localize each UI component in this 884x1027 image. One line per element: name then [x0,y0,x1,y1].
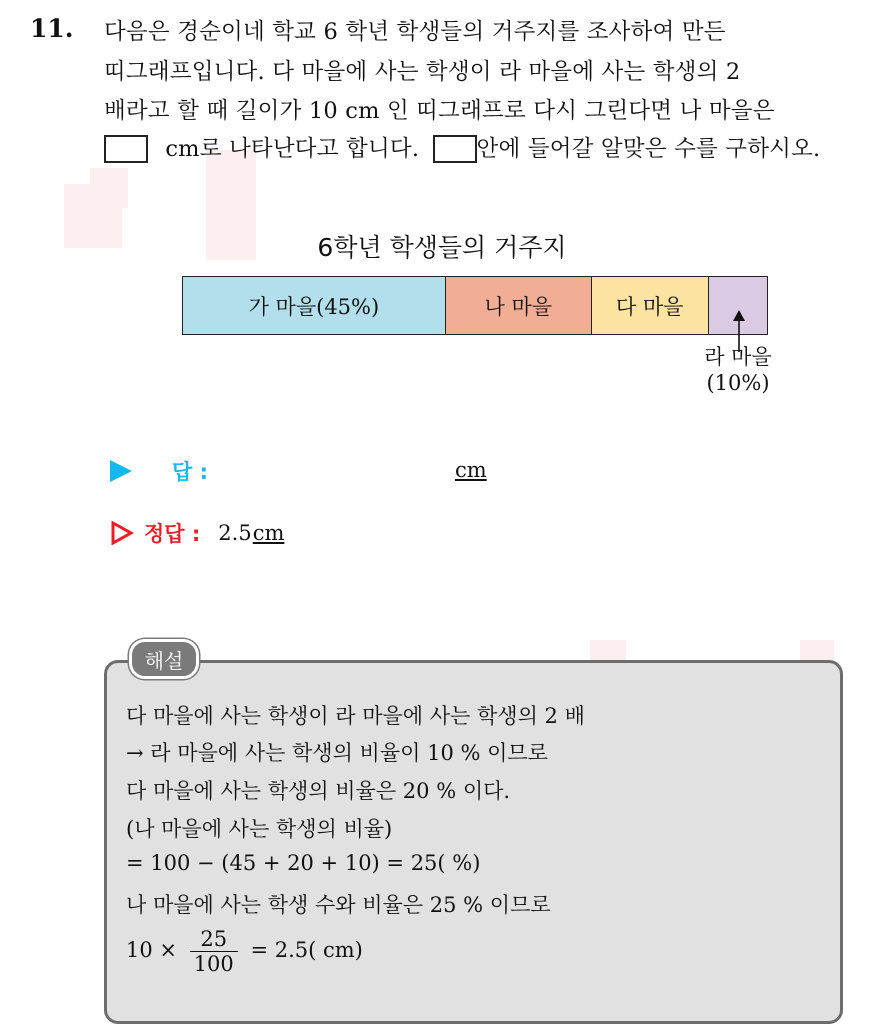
solid-triangle-icon [110,460,132,482]
band-segment-3 [592,277,709,334]
solution-line: → 라 마을에 사는 학생의 비율이 10 % 이므로 [126,741,548,765]
question-line-4-text-a: cm로 나타난다고 합니다. [165,136,420,162]
question-line-3: 배라고 할 때 길이가 10 cm 인 띠그래프로 다시 그린다면 나 마을은 [104,98,775,124]
formula-prefix: 10 × [126,938,177,962]
solution-line: 다 마을에 사는 학생의 비율은 20 % 이다. [126,779,511,803]
answer-blank-box [433,135,477,163]
callout-line-1: 라 마을 [704,345,772,369]
question-line-2: 띠그래프입니다. 다 마을에 사는 학생이 라 마을에 사는 학생의 2 [104,59,741,85]
answer-blank-box [104,135,148,163]
formula-suffix: = 2.5( cm) [250,938,363,962]
correct-answer-label: 정답 : [144,522,201,546]
solution-line: 나 마을에 사는 학생 수와 비율은 25 % 이므로 [126,893,551,917]
band-segment-1 [183,277,446,334]
decorative-block [90,168,128,208]
band-segment-2 [446,277,592,334]
answer-label: 답 : [172,460,208,484]
solution-tag: 해설 [129,639,199,679]
answer-row [110,456,208,486]
callout-line-2: (10%) [706,371,770,395]
outline-triangle-icon [110,521,134,545]
fraction [190,927,238,976]
chart-title: 6학년 학생들의 거주지 [317,233,567,262]
callout-label [688,344,788,396]
correct-answer-row [110,518,284,548]
band-segment-label: 가 마을(45%) [248,294,380,319]
decorative-block [590,640,626,662]
solution-line: 다 마을에 사는 학생이 라 마을에 사는 학생의 2 배 [126,704,585,728]
correct-answer-unit: cm [252,521,285,545]
decorative-block [800,640,834,662]
question-line-4-text-b: 안에 들어갈 알맞은 수를 구하시오. [476,136,821,162]
solution-formula [126,927,363,976]
solution-line: = 100 − (45 + 20 + 10) = 25( %) [126,851,481,875]
question-line-1: 다음은 경순이네 학교 6 학년 학생들의 거주지를 조사하여 만든 [104,19,726,45]
correct-answer-number: 2.5 [218,521,252,545]
correct-answer-value [218,521,284,545]
question-number: 11. [30,14,74,43]
band-segment-label: 나 마을 [484,294,553,319]
answer-unit: cm [455,458,487,482]
solution-line: (나 마을에 사는 학생의 비율) [126,817,393,841]
question-line-4 [104,131,820,163]
fraction-denominator: 100 [190,951,238,976]
band-segment-label: 다 마을 [615,294,684,319]
fraction-numerator: 25 [200,927,228,951]
band-graph [182,276,768,335]
